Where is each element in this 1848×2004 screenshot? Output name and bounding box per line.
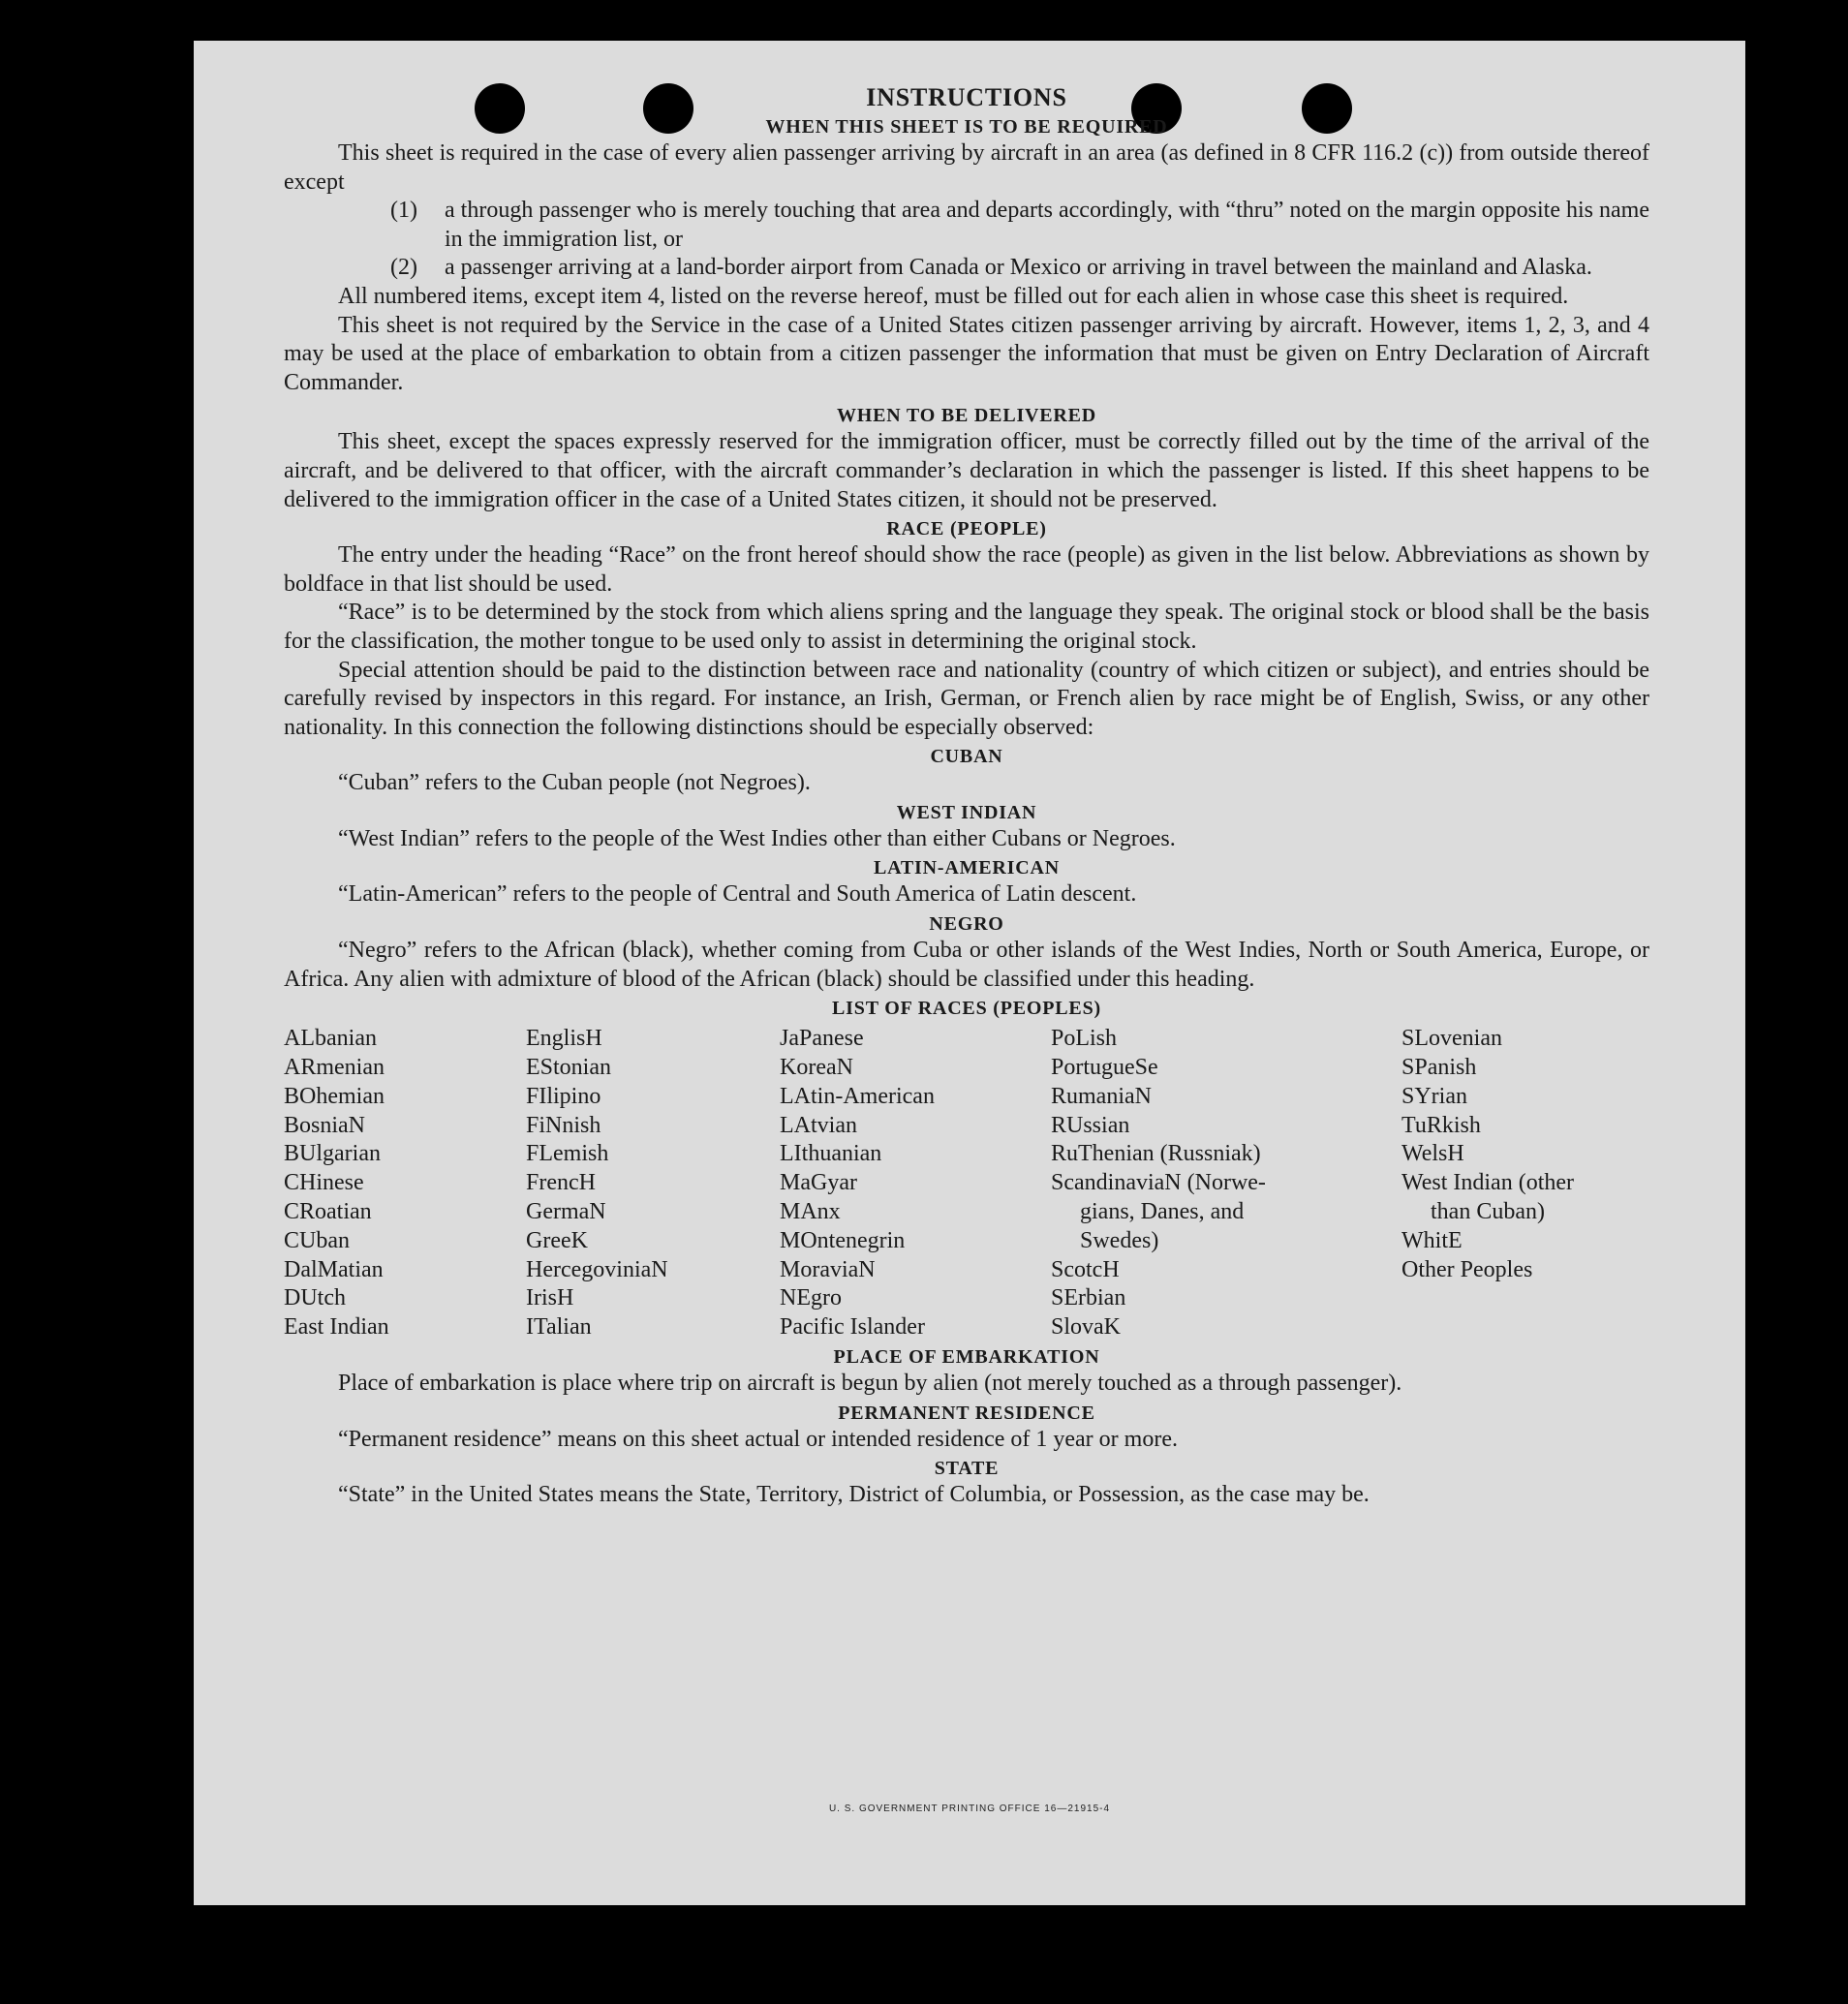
race-entry: FiNnish bbox=[526, 1112, 601, 1138]
paragraph: This sheet is not required by the Service in the case of a United States citizen passenger arriving by aircraft. However, items 1, 2, 3, and 4 may be used at the place of embarkation to obtain from a citizen passenger the information that must be given on Entry Declaration of Aircraft Commander. bbox=[284, 312, 1649, 395]
paragraph: “Cuban” refers to the Cuban people (not Negroes). bbox=[338, 770, 811, 796]
heading-race: RACE (PEOPLE) bbox=[886, 518, 1047, 540]
race-entry: SPanish bbox=[1401, 1055, 1477, 1081]
race-entry: FrencH bbox=[526, 1170, 596, 1196]
heading-negro: NEGRO bbox=[929, 913, 1004, 936]
race-entry: IrisH bbox=[526, 1285, 574, 1311]
race-entry: HercegoviniaN bbox=[526, 1256, 668, 1282]
race-entry: SLovenian bbox=[1401, 1026, 1502, 1052]
paragraph: “Race” is to be determined by the stock from which aliens spring and the language they speak. The original stock or blood shall be the basis for the classification, the mother tongue to be used only to assist in determining the original stock. bbox=[284, 600, 1649, 654]
item-text: a through passenger who is merely touching that area and departs accordingly, with “thru” noted on the margin opposite his name in the immigration list, or bbox=[445, 198, 1649, 252]
races-column bbox=[284, 1025, 526, 1342]
race-entry: BosniaN bbox=[284, 1112, 365, 1138]
heading-when-delivered: WHEN TO BE DELIVERED bbox=[836, 405, 1097, 427]
race-entry: DUtch bbox=[284, 1285, 346, 1311]
page-title: INSTRUCTIONS bbox=[866, 83, 1067, 111]
item-number: (1) bbox=[390, 198, 417, 224]
race-entry: WelsH bbox=[1401, 1141, 1464, 1167]
list-item bbox=[390, 254, 1649, 283]
race-entry: SlovaK bbox=[1051, 1314, 1121, 1341]
list-item bbox=[390, 197, 1649, 254]
heading-latin-american: LATIN-AMERICAN bbox=[874, 857, 1060, 879]
race-entry: Other Peoples bbox=[1401, 1256, 1533, 1282]
races-column bbox=[1051, 1025, 1401, 1342]
race-entry: EnglisH bbox=[526, 1026, 602, 1052]
heading-residence: PERMANENT RESIDENCE bbox=[838, 1402, 1095, 1424]
heading-list-of-races: LIST OF RACES (PEOPLES) bbox=[832, 998, 1101, 1020]
race-entry: MaGyar bbox=[780, 1170, 857, 1196]
race-entry: ARmenian bbox=[284, 1055, 385, 1081]
race-entry: TuRkish bbox=[1401, 1112, 1481, 1138]
races-table bbox=[284, 1025, 1649, 1342]
item-number: (2) bbox=[390, 255, 417, 281]
heading-cuban: CUBAN bbox=[930, 746, 1003, 768]
race-entry: LAtvian bbox=[780, 1112, 857, 1138]
race-entry: RumaniaN bbox=[1051, 1083, 1152, 1109]
race-entry: ITalian bbox=[526, 1314, 592, 1341]
instructions-body bbox=[284, 83, 1649, 1510]
race-entry: FLemish bbox=[526, 1141, 609, 1167]
race-entry: SYrian bbox=[1401, 1083, 1467, 1109]
paragraph: All numbered items, except item 4, listed on the reverse hereof, must be filled out for each alien in whose case this sheet is required. bbox=[338, 283, 1569, 309]
race-entry: MOntenegrin bbox=[780, 1227, 906, 1253]
paragraph: This sheet, except the spaces expressly reserved for the immigration officer, must be correctly filled out by the time of the arrival of the aircraft, and be delivered to that officer, with the aircraft commander’s declaration in which the passenger is listed. If this sheet happens to be delivered to the immigration officer in the case of a United States citizen, it should not be preserved. bbox=[284, 429, 1649, 512]
printer-imprint: U. S. GOVERNMENT PRINTING OFFICE 16—21915-4 bbox=[828, 1804, 1111, 1814]
race-entry: WhitE bbox=[1401, 1227, 1463, 1253]
race-entry: BUlgarian bbox=[284, 1141, 381, 1167]
race-entry: MAnx bbox=[780, 1199, 841, 1225]
race-entry: JaPanese bbox=[780, 1026, 864, 1052]
paragraph: “West Indian” refers to the people of the West Indies other than either Cubans or Negroes. bbox=[338, 825, 1176, 851]
race-entry: KoreaN bbox=[780, 1055, 853, 1081]
race-entry: East Indian bbox=[284, 1314, 389, 1341]
race-entry: EStonian bbox=[526, 1055, 611, 1081]
race-entry: Swedes) bbox=[1080, 1227, 1159, 1253]
race-entry: LIthuanian bbox=[780, 1141, 882, 1167]
heading-state: STATE bbox=[934, 1458, 1000, 1480]
race-entry: PortugueSe bbox=[1051, 1055, 1158, 1081]
race-entry: MoraviaN bbox=[780, 1256, 876, 1282]
race-entry: RUssian bbox=[1051, 1112, 1130, 1138]
race-entry: CHinese bbox=[284, 1170, 364, 1196]
paragraph: “Latin-American” refers to the people of Central and South America of Latin descent. bbox=[338, 881, 1137, 908]
race-entry: NEgro bbox=[780, 1285, 842, 1311]
paragraph: This sheet is required in the case of every alien passenger arriving by aircraft in an area (as defined in 8 CFR 116.2 (c)) from outside thereof except bbox=[284, 140, 1649, 195]
race-entry: LAtin-American bbox=[780, 1083, 935, 1109]
race-entry: SErbian bbox=[1051, 1285, 1126, 1311]
paragraph: “Negro” refers to the African (black), whether coming from Cuba or other islands of the West Indies, North or South America, Europe, or Africa. Any alien with admixture of blood of the African (black) should be classified under this heading. bbox=[284, 938, 1649, 992]
heading-west-indian: WEST INDIAN bbox=[896, 801, 1037, 823]
heading-when-required: WHEN THIS SHEET IS TO BE REQUIRED bbox=[765, 116, 1168, 138]
race-entry: ALbanian bbox=[284, 1026, 377, 1052]
race-entry: Pacific Islander bbox=[780, 1314, 925, 1341]
paragraph: Special attention should be paid to the distinction between race and nationality (country of which citizen or subject), and entries should be carefully revised by inspectors in this regard. For instance, an Irish, German, or French alien by race might be of English, Swiss, or any other nationality. In this connection the following distinctions should be especially observed: bbox=[284, 657, 1649, 740]
race-entry: than Cuban) bbox=[1431, 1199, 1545, 1225]
race-entry: DalMatian bbox=[284, 1256, 384, 1282]
race-entry: BOhemian bbox=[284, 1083, 385, 1109]
paragraph: The entry under the heading “Race” on the front hereof should show the race (people) as given in the list below. Abbreviations as shown by boldface in that list should be used. bbox=[284, 542, 1649, 597]
race-entry: ScotcH bbox=[1051, 1256, 1120, 1282]
race-entry: West Indian (other bbox=[1401, 1170, 1575, 1196]
race-entry: GermaN bbox=[526, 1199, 606, 1225]
races-column bbox=[1401, 1025, 1649, 1342]
race-entry: CRoatian bbox=[284, 1199, 372, 1225]
race-entry: PoLish bbox=[1051, 1026, 1118, 1052]
race-entry: FIlipino bbox=[526, 1083, 601, 1109]
item-text: a passenger arriving at a land-border airport from Canada or Mexico or arriving in travel between the mainland and Alaska. bbox=[445, 255, 1592, 281]
races-column bbox=[526, 1025, 780, 1342]
paragraph: “State” in the United States means the State, Territory, District of Columbia, or Possession, as the case may be. bbox=[338, 1482, 1370, 1508]
race-entry: CUban bbox=[284, 1227, 350, 1253]
race-entry: gians, Danes, and bbox=[1080, 1199, 1245, 1225]
race-entry: ScandinaviaN (Norwe- bbox=[1051, 1170, 1266, 1196]
race-entry: GreeK bbox=[526, 1227, 588, 1253]
paragraph: Place of embarkation is place where trip on aircraft is begun by alien (not merely touched as a through passenger). bbox=[338, 1371, 1402, 1397]
heading-embarkation: PLACE OF EMBARKATION bbox=[833, 1346, 1100, 1369]
races-column bbox=[780, 1025, 1051, 1342]
race-entry: RuThenian (Russniak) bbox=[1051, 1141, 1261, 1167]
paragraph: “Permanent residence” means on this sheet actual or intended residence of 1 year or more. bbox=[338, 1426, 1178, 1452]
document-page bbox=[194, 41, 1745, 1905]
